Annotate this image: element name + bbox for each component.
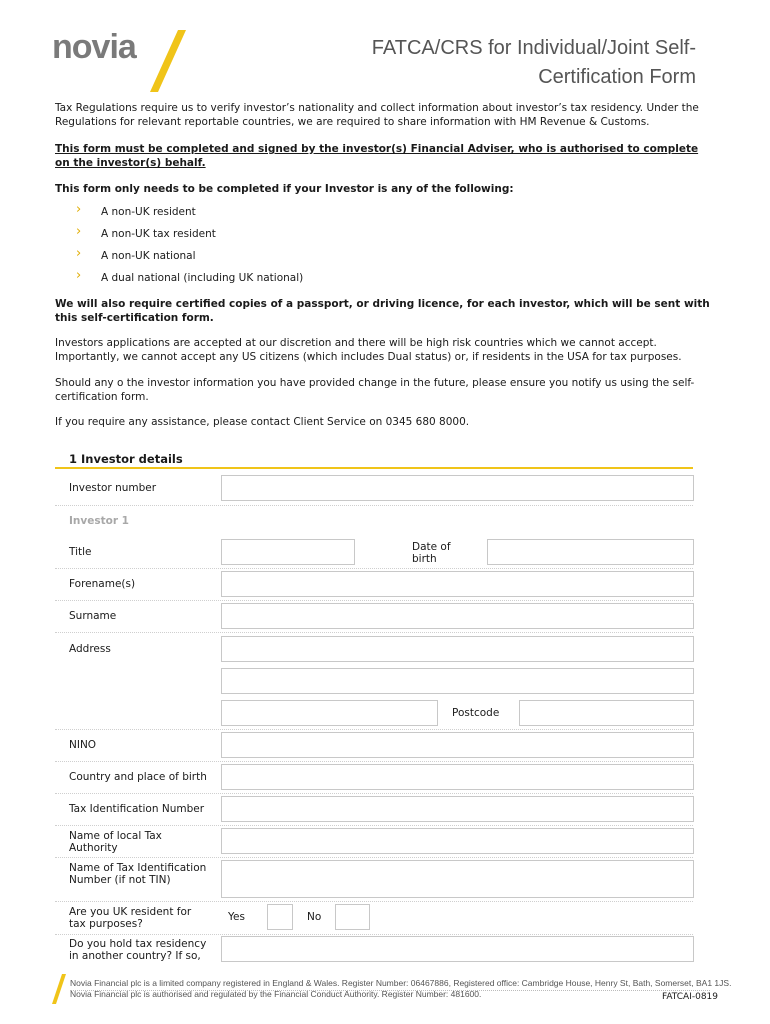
contact-info: If you require any assistance, please contact Client Service on 0345 680 8000. bbox=[55, 416, 470, 428]
page-title: FATCA/CRS for Individual/Joint Self-Certification Form bbox=[371, 37, 696, 88]
footer-legal bbox=[70, 978, 731, 1000]
row-divider bbox=[55, 761, 693, 762]
investor-number-label: Investor number bbox=[69, 482, 157, 494]
row-divider bbox=[55, 857, 693, 858]
forenames-label: Forename(s) bbox=[69, 578, 136, 590]
address-label: Address bbox=[69, 643, 111, 655]
no-label: No bbox=[307, 911, 322, 923]
row-divider bbox=[55, 825, 693, 826]
bullet-item: A non-UK resident bbox=[101, 206, 196, 218]
tin-field[interactable] bbox=[221, 796, 694, 822]
nino-label: NINO bbox=[69, 739, 97, 751]
intro-paragraph-1: Tax Regulations require us to verify investor’s nationality and collect information about investor’s tax residency. Under the Regulations for relevant reportable countries, we are required to share information with HM Revenue & Customs. bbox=[55, 102, 699, 128]
chevron-right-icon: › bbox=[76, 224, 82, 239]
yes-label: Yes bbox=[228, 911, 245, 923]
address-line-2-field[interactable] bbox=[221, 668, 694, 694]
bullet-item: A non-UK tax resident bbox=[101, 228, 216, 240]
surname-label: Surname bbox=[69, 610, 117, 622]
row-divider bbox=[55, 600, 693, 601]
row-divider bbox=[55, 729, 693, 730]
surname-field[interactable] bbox=[221, 603, 694, 629]
country-birth-field[interactable] bbox=[221, 764, 694, 790]
row-divider bbox=[55, 901, 693, 902]
investor-number-field[interactable] bbox=[221, 475, 694, 501]
intro-paragraph-6: Should any o the investor information you have provided change in the future, please ensure you notify us using the self-certification form. bbox=[55, 377, 695, 403]
local-tax-authority-field[interactable] bbox=[221, 828, 694, 854]
novia-logo bbox=[52, 30, 192, 94]
chevron-right-icon: › bbox=[76, 202, 82, 217]
bullet-item: A non-UK national bbox=[101, 250, 196, 262]
chevron-right-icon: › bbox=[76, 246, 82, 261]
postcode-field[interactable] bbox=[519, 700, 694, 726]
other-residency-field[interactable] bbox=[221, 936, 694, 962]
title-field[interactable] bbox=[221, 539, 355, 565]
chevron-right-icon: › bbox=[76, 268, 82, 283]
footer-line-2: Novia Financial plc is authorised and regulated by the Financial Conduct Authority. Register Number: 481600. bbox=[70, 989, 482, 999]
tin-name-field[interactable] bbox=[221, 860, 694, 898]
logo-slash-icon bbox=[148, 30, 188, 94]
adviser-notice: This form must be completed and signed by the investor(s) Financial Adviser, who is authorised to complete on the investor(s) behalf. bbox=[55, 143, 699, 169]
logo-text: novia bbox=[52, 28, 136, 66]
dob-field[interactable] bbox=[487, 539, 694, 565]
tin-name-label: Name of Tax Identification Number (if not TIN) bbox=[69, 862, 207, 886]
country-birth-label: Country and place of birth bbox=[69, 771, 207, 783]
documents-notice: We will also require certified copies of a passport, or driving licence, for each investor, which will be sent with this self-certification form. bbox=[55, 298, 710, 324]
uk-resident-label: Are you UK resident for tax purposes? bbox=[69, 906, 192, 930]
row-divider bbox=[55, 934, 693, 935]
nino-field[interactable] bbox=[221, 732, 694, 758]
local-tax-authority-label: Name of local Tax Authority bbox=[69, 830, 162, 854]
other-residency-label: Do you hold tax residency in another country? If so, bbox=[69, 938, 207, 962]
row-divider bbox=[55, 632, 693, 633]
postcode-label: Postcode bbox=[452, 707, 500, 719]
forenames-field[interactable] bbox=[221, 571, 694, 597]
uk-resident-yes-checkbox[interactable] bbox=[267, 904, 293, 930]
row-divider bbox=[55, 568, 693, 569]
address-line-3-field[interactable] bbox=[221, 700, 438, 726]
footer-divider bbox=[70, 990, 710, 991]
row-divider bbox=[55, 505, 693, 506]
dob-label: Date of birth bbox=[412, 541, 451, 565]
address-line-1-field[interactable] bbox=[221, 636, 694, 662]
investor-heading: Investor 1 bbox=[69, 515, 129, 527]
bullet-item: A dual national (including UK national) bbox=[101, 272, 304, 284]
footer-line-1: Novia Financial plc is a limited company registered in England & Wales. Register Number: 06467886, Registered office: Cambridge House, Henry St, Bath, Somerset, BA1 1JS. bbox=[70, 978, 732, 988]
row-divider bbox=[55, 793, 693, 794]
uk-resident-no-checkbox[interactable] bbox=[335, 904, 370, 930]
tin-label: Tax Identification Number bbox=[69, 803, 205, 815]
title-label: Title bbox=[69, 546, 92, 558]
criteria-heading: This form only needs to be completed if your Investor is any of the following: bbox=[55, 183, 514, 195]
section-title: 1 Investor details bbox=[69, 452, 183, 466]
footer-slash-icon bbox=[52, 974, 66, 1004]
form-code: FATCAI-0819 bbox=[661, 992, 718, 1002]
section-divider bbox=[55, 467, 693, 469]
intro-paragraph-5: Investors applications are accepted at our discretion and there will be high risk countries which we cannot accept. Importantly, we cannot accept any US citizens (which includes Dual status) or, if residents in the USA for tax purposes. bbox=[55, 337, 682, 363]
